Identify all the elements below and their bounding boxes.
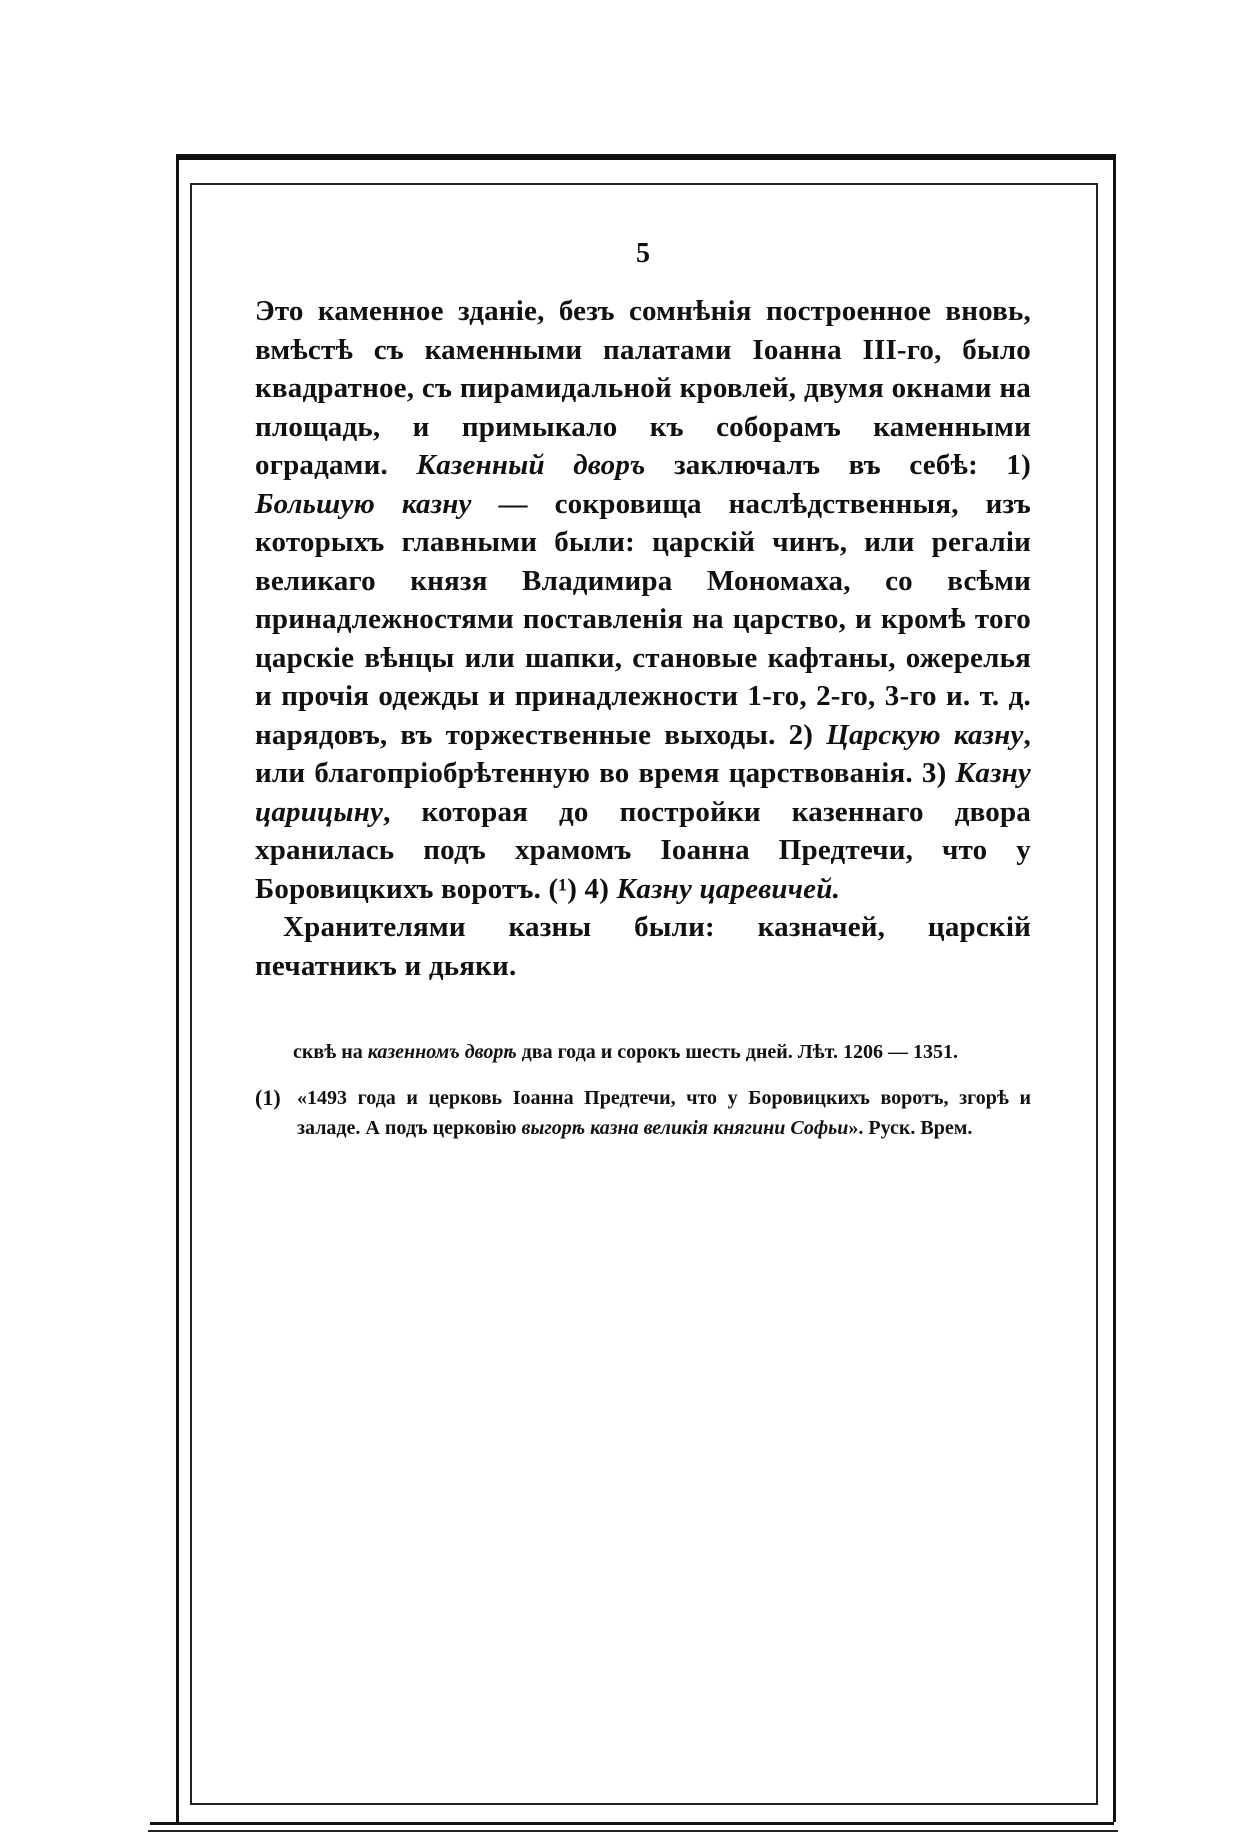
footnote-text [297, 1083, 1031, 1143]
paragraph-1-italic-4: Казну царицыну [255, 757, 1031, 828]
footnote-continuation-text-1: сквѣ на [293, 1041, 368, 1063]
footnote-continuation-italic: казенномъ дворѣ [367, 1041, 517, 1063]
paragraph-1-text-1: Это каменное зданіе, безъ сомнѣнія построенное вновь, вмѣстѣ съ каменными палатами Іоанна III-го, было квадратное, съ пирамидальной кровлей, двумя окнами на площадь, и примыкало къ соборамъ каменными оградами. [255, 295, 1031, 481]
paragraph-1-italic-2: Большую казну [255, 487, 472, 520]
footnote-mark: (1) [255, 1085, 281, 1110]
footnote-text-1: «1493 года и церковь Іоанна Предтечи, что у Боровицкихъ воротъ, згорѣ и заладе. А подъ церковію [297, 1087, 1031, 1139]
page-content [255, 238, 1031, 1143]
paragraph-1-text-3: — сокровища наслѣдственныя, изъ которыхъ главными были: царскій чинъ, или регаліи великаго князя Владимира Мономаха, со всѣми принадлежностями поставленія на царство, и кромѣ того царскіе вѣнцы или шапки, становые кафтаны, ожерелья и прочія одежды и принадлежности 1-го, 2-го, 3-го и. т. д. нарядовъ, въ торжественные выходы. 2) [255, 487, 1031, 751]
footnote-text-2: ». Руск. Врем. [848, 1117, 973, 1139]
footnote-continuation [255, 1037, 1031, 1067]
frame-bottom-rule [150, 1822, 1114, 1825]
page-number: 5 [636, 238, 650, 269]
paragraph-1-italic-3: Царскую казну [826, 718, 1024, 751]
footnote-italic: выгорѣ казна великія княгини Софьи [521, 1117, 849, 1139]
footnote-1 [255, 1083, 1031, 1143]
paragraph-1-text-4: , или благопріобрѣтенную во время царствованія. 3) [255, 718, 1031, 789]
paragraph-1-text-2: заключалъ въ себѣ: 1) [645, 449, 1031, 481]
paragraph-1 [255, 292, 1031, 908]
paragraph-1-italic-1: Казенный дворъ [416, 449, 646, 481]
paragraph-1-italic-5: Казну царевичей. [616, 872, 841, 905]
paragraph-2: Хранителями казны были: казначей, царскій печатникъ и дьяки. [255, 911, 1031, 982]
footnote-continuation-text-2: два года и сорокъ шесть дней. Лѣт. 1206 — 1351. [516, 1041, 958, 1063]
paragraph-1-text-5: , которая до постройки казеннаго двора хранилась подъ храмомъ Іоанна Предтечи, что у Боровицкихъ воротъ. (¹) 4) [255, 795, 1031, 905]
